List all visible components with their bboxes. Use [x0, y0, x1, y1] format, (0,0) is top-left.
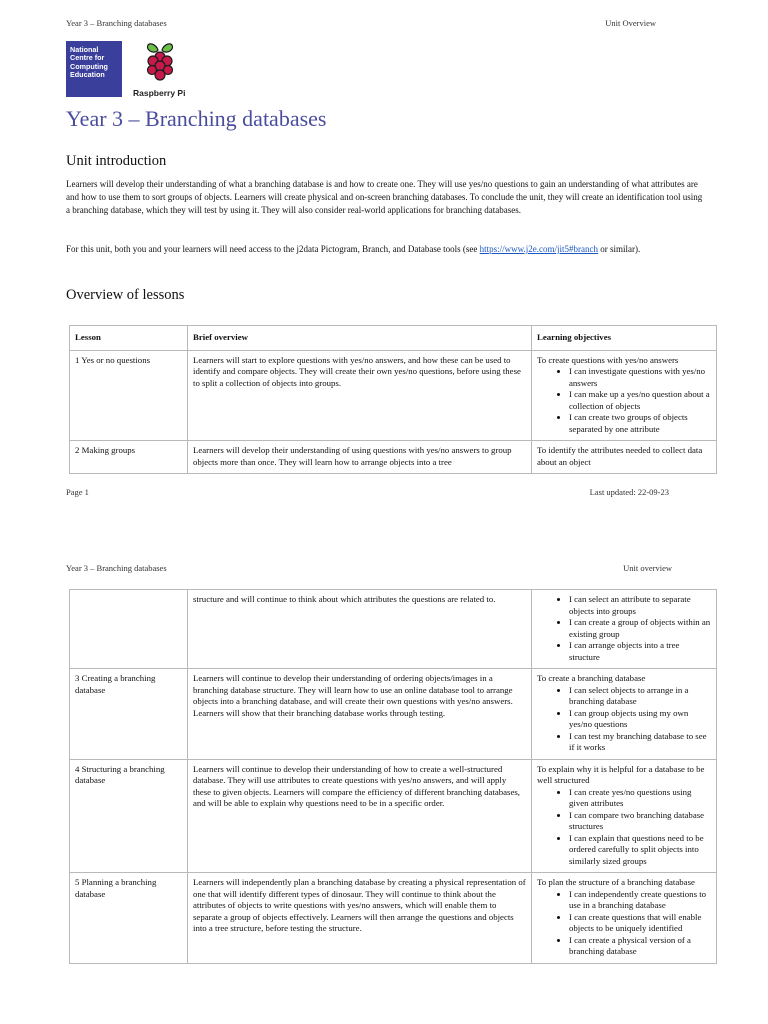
list-item: • I can arrange objects into a tree structure — [569, 640, 711, 663]
objective: To explain why it is helpful for a database to be well structured — [537, 763, 705, 785]
overview-cell: Learners will continue to develop their understanding of how to create a well-structured database. They will use attributes to create questions with yes/no answers, and will apply these to given objects. Learners will compare the efficiency of different branching databases, and will be able to explain why questions need to be in a specific order. — [188, 759, 532, 873]
overview-cell: Learners will independently plan a branching database by creating a physical representation of one that will identify different types of dinosaur. They will continue to think about the attributes of objects to write questions with yes/no answers, which will enable them to separate a group of objects effectively. Learners will then arrange the questions and objects into a tree structure, before testing the structure. — [188, 873, 532, 964]
unit-introduction-heading: Unit introduction — [66, 153, 167, 169]
objectives-cell — [532, 350, 717, 441]
last-updated: Last updated: 22-09-23 — [589, 487, 669, 497]
page-number: Page 1 — [66, 487, 89, 497]
intro-paragraph: Learners will develop their understanding of what a branching database is and how to create one. They will use yes/no questions to gain an understanding of what attributes are and how to use them to sort groups of objects. Learners will create physical and on-screen branching databases. To conclude the unit, they will create an identification tool using a branching database, which they will test by using it. They will also consider real-world applications for branching databases. — [66, 179, 703, 215]
list-item: • I can create questions that will enable objects to be uniquely identified — [569, 912, 711, 935]
overview-cell: Learners will continue to develop their understanding of ordering objects/images in a branching database structure. They will learn how to use an online database tool to arrange objects into a branching database, and will create their own questions with yes/no answers. Learners will show that their branching database works through testing. — [188, 669, 532, 760]
header-unit-name: Year 3 – Branching databases — [66, 563, 167, 573]
lesson-cell: 4 Structuring a branching database — [70, 759, 188, 873]
column-header: Brief overview — [188, 326, 532, 351]
list-item: • I can select objects to arrange in a branching database — [569, 685, 711, 708]
success-criteria — [537, 685, 711, 754]
list-item: • I can create a group of objects within an existing group — [569, 617, 711, 640]
lesson-cell: 3 Creating a branching database — [70, 669, 188, 760]
header-unit-name: Year 3 – Branching databases — [66, 18, 167, 28]
lessons-table-continued — [69, 589, 717, 964]
objective: To plan the structure of a branching database — [537, 877, 695, 887]
list-item: • I can test my branching database to see if it works — [569, 731, 711, 754]
objective: To identify the attributes needed to collect data about an object — [537, 445, 703, 467]
tools-paragraph: For this unit, both you and your learners will need access to the j2data Pictogram, Branch, and Database tools (see https://www.j2e.com/jit5#branch or similar). — [66, 244, 641, 254]
list-item: • I can compare two branching database structures — [569, 810, 711, 833]
ncce-logo: National Centre for Computing Education — [66, 41, 122, 97]
objectives-cell — [532, 590, 717, 669]
header-section: Unit overview — [623, 563, 672, 573]
objectives-cell — [532, 873, 717, 964]
j2e-link[interactable]: https://www.j2e.com/jit5#branch — [479, 244, 599, 254]
page-1-content — [0, 0, 768, 474]
table-header-row — [70, 326, 717, 351]
raspberry-pi-logo — [133, 41, 185, 99]
table-row — [70, 759, 717, 873]
list-item: • I can create yes/no questions using given attributes — [569, 787, 711, 810]
list-item: • I can investigate questions with yes/no answers — [569, 366, 711, 389]
overview-cell: Learners will develop their understanding of using questions with yes/no answers to group objects more than once. They will learn how to arrange objects into a tree — [188, 441, 532, 474]
page-2 — [0, 556, 768, 1024]
lesson-cell: 1 Yes or no questions — [70, 350, 188, 441]
success-criteria — [537, 594, 711, 663]
column-header: Lesson — [70, 326, 188, 351]
objective: To create questions with yes/no answers — [537, 354, 679, 365]
objectives-cell — [532, 759, 717, 873]
table-row — [70, 441, 717, 474]
overview-heading: Overview of lessons — [66, 287, 185, 303]
success-criteria — [537, 787, 711, 868]
overview-cell: Learners will start to explore questions with yes/no answers, and how these can be used to identify and compare objects. They will create their own yes/no questions, before using these to split a collection of objects into groups. — [188, 350, 532, 441]
table-row — [70, 350, 717, 441]
list-item: • I can group objects using my own yes/no questions — [569, 708, 711, 731]
table-row — [70, 590, 717, 669]
table-row — [70, 873, 717, 964]
raspberry-pi-wordmark: Raspberry Pi — [133, 88, 186, 98]
success-criteria — [537, 889, 711, 958]
lesson-cell: 5 Planning a branching database — [70, 873, 188, 964]
lessons-table — [69, 325, 717, 474]
objectives-cell — [532, 441, 717, 474]
list-item: • I can explain that questions need to be ordered carefully to split objects into similarly sized groups — [569, 833, 711, 868]
lesson-cell: 2 Making groups — [70, 441, 188, 474]
column-header: Learning objectives — [532, 326, 717, 351]
overview-cell: structure and will continue to think about which attributes the questions are related to. — [188, 590, 532, 669]
objective: To create a branching database — [537, 673, 646, 683]
page-gap — [0, 505, 768, 555]
list-item: • I can independently create questions to use in a branching database — [569, 889, 711, 912]
table-row — [70, 669, 717, 760]
lesson-cell — [70, 590, 188, 669]
header-section: Unit Overview — [605, 18, 656, 28]
success-criteria — [537, 366, 711, 435]
document-title: Year 3 – Branching databases — [66, 106, 327, 131]
list-item: • I can select an attribute to separate objects into groups — [569, 594, 711, 617]
list-item: • I can make up a yes/no question about a collection of objects — [569, 389, 711, 412]
page-1 — [0, 0, 768, 505]
list-item: • I can create a physical version of a branching database — [569, 935, 711, 958]
objectives-cell — [532, 669, 717, 760]
list-item: • I can create two groups of objects separated by one attribute — [569, 412, 711, 435]
raspberry-icon — [143, 41, 177, 85]
